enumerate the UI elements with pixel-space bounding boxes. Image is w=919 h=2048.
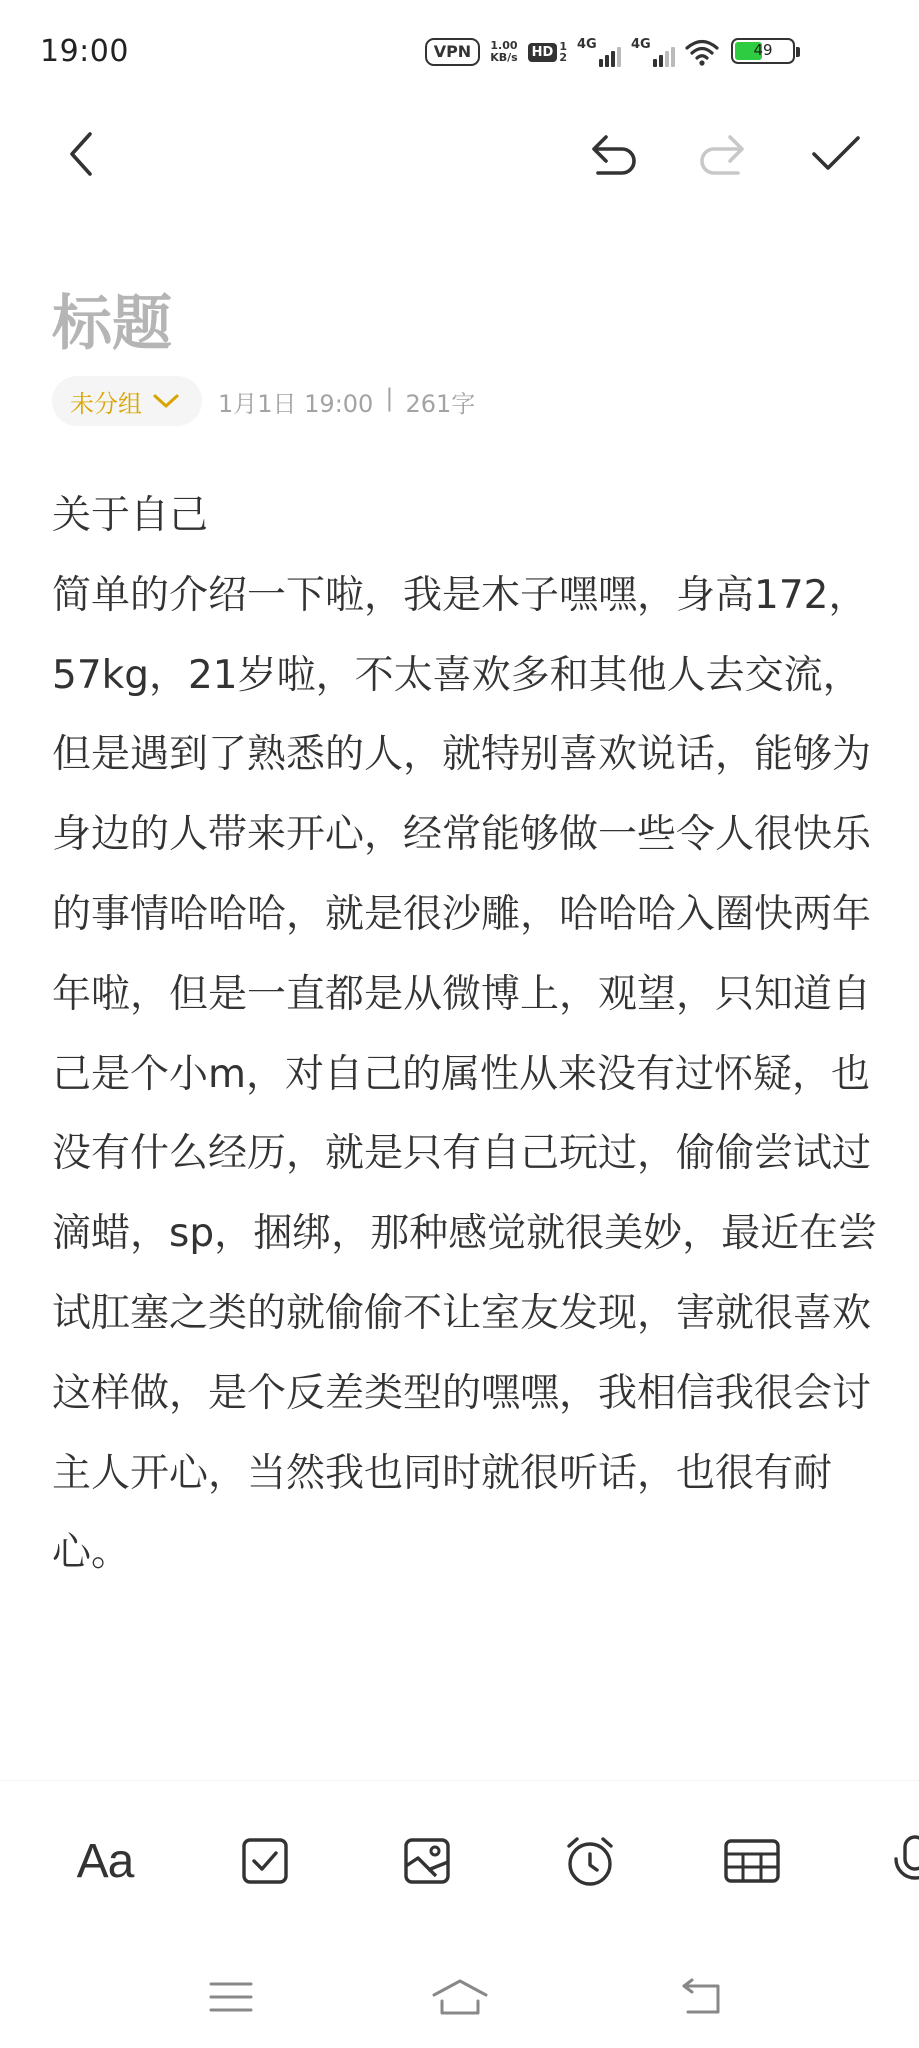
undo-button[interactable] <box>580 122 644 186</box>
battery-icon <box>731 38 795 64</box>
chevron-left-icon <box>62 130 102 178</box>
text-format-button[interactable] <box>70 1829 140 1893</box>
signal-sim1-icon <box>577 37 621 67</box>
checklist-button[interactable] <box>230 1829 300 1893</box>
home-icon <box>430 1977 490 2017</box>
voice-button[interactable] <box>880 1829 919 1893</box>
microphone-icon <box>890 1833 919 1889</box>
status-bar <box>0 0 919 104</box>
nav-back-button[interactable] <box>666 1972 736 2022</box>
redo-button[interactable] <box>692 122 756 186</box>
editor-toolbar <box>0 104 919 204</box>
system-nav-bar <box>0 1950 919 2048</box>
checkbox-icon <box>240 1836 290 1886</box>
nav-home-button[interactable] <box>425 1972 495 2022</box>
group-label: 未分组 <box>70 389 142 418</box>
undo-icon <box>584 131 640 177</box>
note-body-editor[interactable]: 关于自己 简单的介绍一下啦，我是木子嘿嘿，身高172，57kg，21岁啦，不太喜欢多和其他人去交流，但是遇到了熟悉的人，就特别喜欢说话，能够为身边的人带来开心，经常能够做一些令人很快乐的事情哈哈哈，就是很沙雕，哈哈哈入圈快两年年啦，但是一直都是从微博上，观望，只知道自己是个小m，对自己的属性从来没有过怀疑，也没有什么经历，就是只有自己玩过，偷偷尝试过滴蜡，sp，捆绑，那种感觉就很美妙，最近在尝试肛塞之类的就偷偷不让室友发现，害就很喜欢这样做，是个反差类型的嘿嘿，我相信我很会讨主人开心，当然我也同时就很听话，也很有耐心。 <box>52 493 878 1576</box>
chevron-down-icon <box>152 392 180 410</box>
redo-icon <box>696 131 752 177</box>
meta-info <box>218 384 475 419</box>
word-count: 261字 <box>405 389 476 418</box>
group-selector[interactable] <box>52 376 202 426</box>
check-icon <box>810 134 862 174</box>
back-arrow-icon <box>678 1978 724 2016</box>
net-speed-value: 1.00 <box>490 39 518 52</box>
note-date: 1月1日 19:00 <box>218 389 374 418</box>
format-tools-bar <box>0 1780 919 1940</box>
status-time: 19:00 <box>40 34 129 69</box>
reminder-button[interactable] <box>555 1829 625 1893</box>
note-meta <box>52 376 475 426</box>
battery-level: 49 <box>753 41 773 59</box>
hd-num-top: 1 <box>559 40 567 53</box>
text-format-icon: Aa <box>76 1834 134 1888</box>
menu-icon <box>209 1980 253 2014</box>
status-icons <box>425 34 719 70</box>
done-button[interactable] <box>804 122 868 186</box>
title-input[interactable]: 标题 <box>52 289 172 359</box>
table-button[interactable] <box>717 1829 787 1893</box>
sim1-label: 4G <box>577 37 597 52</box>
image-button[interactable] <box>392 1829 462 1893</box>
sim2-label: 4G <box>631 37 651 52</box>
nav-menu-button[interactable] <box>196 1972 266 2022</box>
table-icon <box>723 1837 781 1885</box>
net-speed <box>490 40 517 64</box>
net-speed-unit: KB/s <box>490 51 518 64</box>
wifi-icon <box>685 38 719 66</box>
image-icon <box>402 1836 452 1886</box>
back-button[interactable] <box>50 122 114 186</box>
hd-icon <box>528 41 567 63</box>
alarm-icon <box>563 1834 617 1888</box>
hd-num-bottom: 2 <box>559 51 567 64</box>
vpn-icon: VPN <box>425 38 481 66</box>
meta-separator: | <box>385 383 394 412</box>
signal-sim2-icon <box>631 37 675 67</box>
hd-label: HD <box>528 43 558 62</box>
